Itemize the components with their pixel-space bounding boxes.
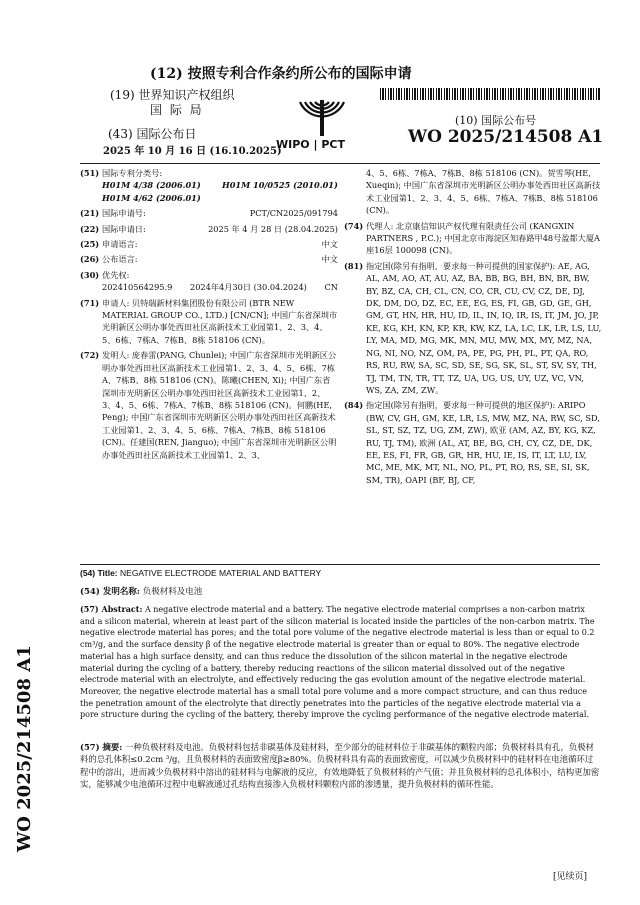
application-number: PCT/CN2025/091794 <box>249 208 338 219</box>
field-30: (30) 优先权: 202410564295.9 2024年4月30日 (30.04.2024) CN <box>80 269 338 293</box>
organization-name: (19) 世界知识产权组织 <box>110 88 235 102</box>
title-divider <box>80 564 600 565</box>
abstract-chinese: (57) 摘要: 一种负极材料及电池。负极材料包括非碳基体及硅材料，至少部分的硅材料位于非碳基体的颗粒内部；负极材料具有孔，负极材料的总孔体积≤0.2cm ³/g，且负极材料的表面致密度β≥80%。负极材料具有高的表面致密度，可以减少负极材料中的硅材料在电池循环过程中的溶出，进而减少负极材料中溶出的硅材料与电解液的反应，有效地降低了负极材料的产气值；并且负极材料的总孔体积小，结构更加密实，能够减少电池循环过程中电解液通过孔结构直接渗入负极材料颗粒内部的渗透量，提升负极材料的循环性能。 <box>80 742 600 790</box>
field-51: (51) 国际专利分类号: H01M 4/38 (2006.01) H01M 10/0525 (2010.01) H01M 4/62 (2006.01) <box>80 167 338 204</box>
ipc-class: H01M 10/0525 (2010.01) <box>222 180 338 191</box>
title-chinese: (54) 发明名称: 负极材料及电池 <box>80 587 203 597</box>
field-25: (25) 申请语言: 中文 <box>80 239 338 250</box>
inventors-continued: 4、5、6栋、7栋A、7栋B、8栋 518106 (CN)。贺雪琴(HE, Xueqin); 中国广东省深圳市光明新区公明办事处西田社区高新技术工业园第1、2、3、4、5、6栋、7栋A、7栋B、8栋 518106 (CN)。 <box>366 168 601 216</box>
field-22: (22) 国际申请日: 2025 年 4 月 28 日 (28.04.2025) <box>80 223 338 234</box>
priority-number: 202410564295.9 <box>102 282 173 293</box>
title-english: (54) Title: NEGATIVE ELECTRODE MATERIAL AND BATTERY <box>80 568 322 578</box>
wipo-pct-text: WIPO | PCT <box>276 138 345 151</box>
ipc-label: 国际专利分类号: <box>102 168 163 178</box>
field-84-regional-states: (84) 指定国(除另有指明，要求每一种可提供的地区保护): ARIPO (BW, CV, GH, GM, KE, LR, LS, MW, MZ, NA, RW, SC, SD, SL, ST, SZ, TZ, UG, ZM, ZW), 欧亚 (AM, AZ, BY, KG, KZ, RU, TJ, TM), 欧洲 (AL, AT, BE, BG, CH, CY, CZ, DE, DK, EE, ES, FI, FR, GB, GR, HR, HU, IE, IS, IT, LT, LU, LV, MC, ME, MK, MT, NL, NO, PL, PT, RO, RS, SE, SI, SK, SM, TR), OAPI (BF, BJ, CF, <box>344 400 600 485</box>
continued-note: [见续页] <box>553 872 588 882</box>
ipc-class: H01M 4/62 (2006.01) <box>102 192 201 203</box>
field-21: (21) 国际申请号: PCT/CN2025/091794 <box>80 208 338 219</box>
publication-number-label: (10) 国际公布号 <box>455 114 537 127</box>
barcode <box>380 88 600 100</box>
header-divider <box>80 163 600 164</box>
ipc-class: H01M 4/38 (2006.01) <box>102 180 201 191</box>
international-bureau: 国 际 局 <box>150 103 204 117</box>
document-title: (12) 按照专利合作条约所公布的国际申请 <box>150 66 412 82</box>
right-column <box>344 167 602 489</box>
filing-date: 2025 年 4 月 28 日 (28.04.2025) <box>208 223 338 234</box>
publication-date: 2025 年 10 月 16 日 (16.10.2025) <box>103 146 282 157</box>
abstract-english: (57) Abstract: A negative electrode material and a battery. The negative electrode material comprises a non-carbon matrix and a silicon material, wherein at least part of the silicon material is located inside the particles of the non-carbon matrix. The negative electrode material has pores; and the total pore volume of the negative electrode material is less than or equal to 0.2 cm³/g, and the surface density β of the negative electrode material is greater than or equal to 80%. The negative electrode material has a high surface density, and can thus reduce the dissolution of the silicon material in the negative electrode material during the cycling of a battery, thereby reducing reactions of the silicon material dissolved out of the negative electrode material with an electrolyte, and effectively reducing the gas evolution amount of the negative electrode material. Moreover, the negative electrode material has a small total pore volume and a more compact structure, and can thus reduce the penetration amount of the electrolyte that directly penetrates into the particles of the negative electrode material via a pore structure during the cycling of the battery, thereby improve the cycling performance of the negative electrode material. <box>80 604 595 720</box>
vertical-publication-number: WO 2025/214508 A1 <box>14 645 35 852</box>
publication-date-label: (43) 国际公布日 <box>108 127 197 141</box>
publication-number: WO 2025/214508 A1 <box>408 127 604 147</box>
priority-date: 2024年4月30日 (30.04.2024) <box>189 282 307 293</box>
field-81-designated-states: (81) 指定国(除另有指明，要求每一种可提供的国家保护): AE, AG, AL, AM, AO, AT, AU, AZ, BA, BB, BG, BH, BN, BR, BW, BY, BZ, CA, CH, CL, CN, CO, CR, CU, CV, CZ, DE, DJ, DK, DM, DO, DZ, EC, EE, EG, ES, FI, GB, GD, GE, GH, GM, GT, HN, HR, HU, ID, IL, IN, IQ, IR, IS, IT, JM, JO, JP, KE, KG, KH, KN, KP, KR, KW, KZ, LA, LC, LK, LR, LS, LU, LY, MA, MD, MG, MK, MN, MU, MW, MX, MY, MZ, NA, NG, NI, NO, NZ, OM, PA, PE, PG, PH, PL, PT, QA, RO, RS, RU, RW, SA, SC, SD, SE, SG, SK, SL, ST, SV, SY, TH, TJ, TM, TN, TR, TT, TZ, UA, UG, US, UY, UZ, VC, VN, WS, ZA, ZM, ZW。 <box>344 260 602 395</box>
field-71-applicant: (71) 申请人: 贝特瑞新材料集团股份有限公司 (BTR NEW MATERIAL GROUP CO., LTD.) [CN/CN]; 中国广东省深圳市光明新区公明办事处西田社区高新技术工业园第1、2、3、4、5、6栋、7栋A、7栋B、8栋 518106 (CN)。 <box>80 297 338 345</box>
field-26: (26) 公布语言: 中文 <box>80 254 338 265</box>
field-74-agent: (74) 代理人: 北京康信知识产权代理有限责任公司 (KANGXIN PARTNERS , P.C.); 中国北京市海淀区知春路甲48号盈都大厦A座16层 100098 (CN)。 <box>344 220 600 256</box>
ipc-classes <box>102 179 338 204</box>
left-column <box>80 167 338 464</box>
field-72-inventors: (72) 发明人: 庞春雷(PANG, Chunlei); 中国广东省深圳市光明新区公明办事处西田社区高新技术工业园第1、2、3、4、5、6栋、7栋A、7栋B、8栋 518106 (CN)。陈曦(CHEN, Xi); 中国广东省深圳市光明新区公明办事处西田社区高新技术工业园第1、2、3、4、5、6栋、7栋A、7栋B、8栋 518106 (CN)。何鹏(HE, Peng); 中国广东省深圳市光明新区公明办事处西田社区高新技术工业园第1、2、3、4、5、6栋、7栋A、7栋B、8栋 518106 (CN)。任建国(REN, Jianguo); 中国广东省深圳市光明新区公明办事处西田社区高新技术工业园第1、2、3、 <box>80 350 337 460</box>
